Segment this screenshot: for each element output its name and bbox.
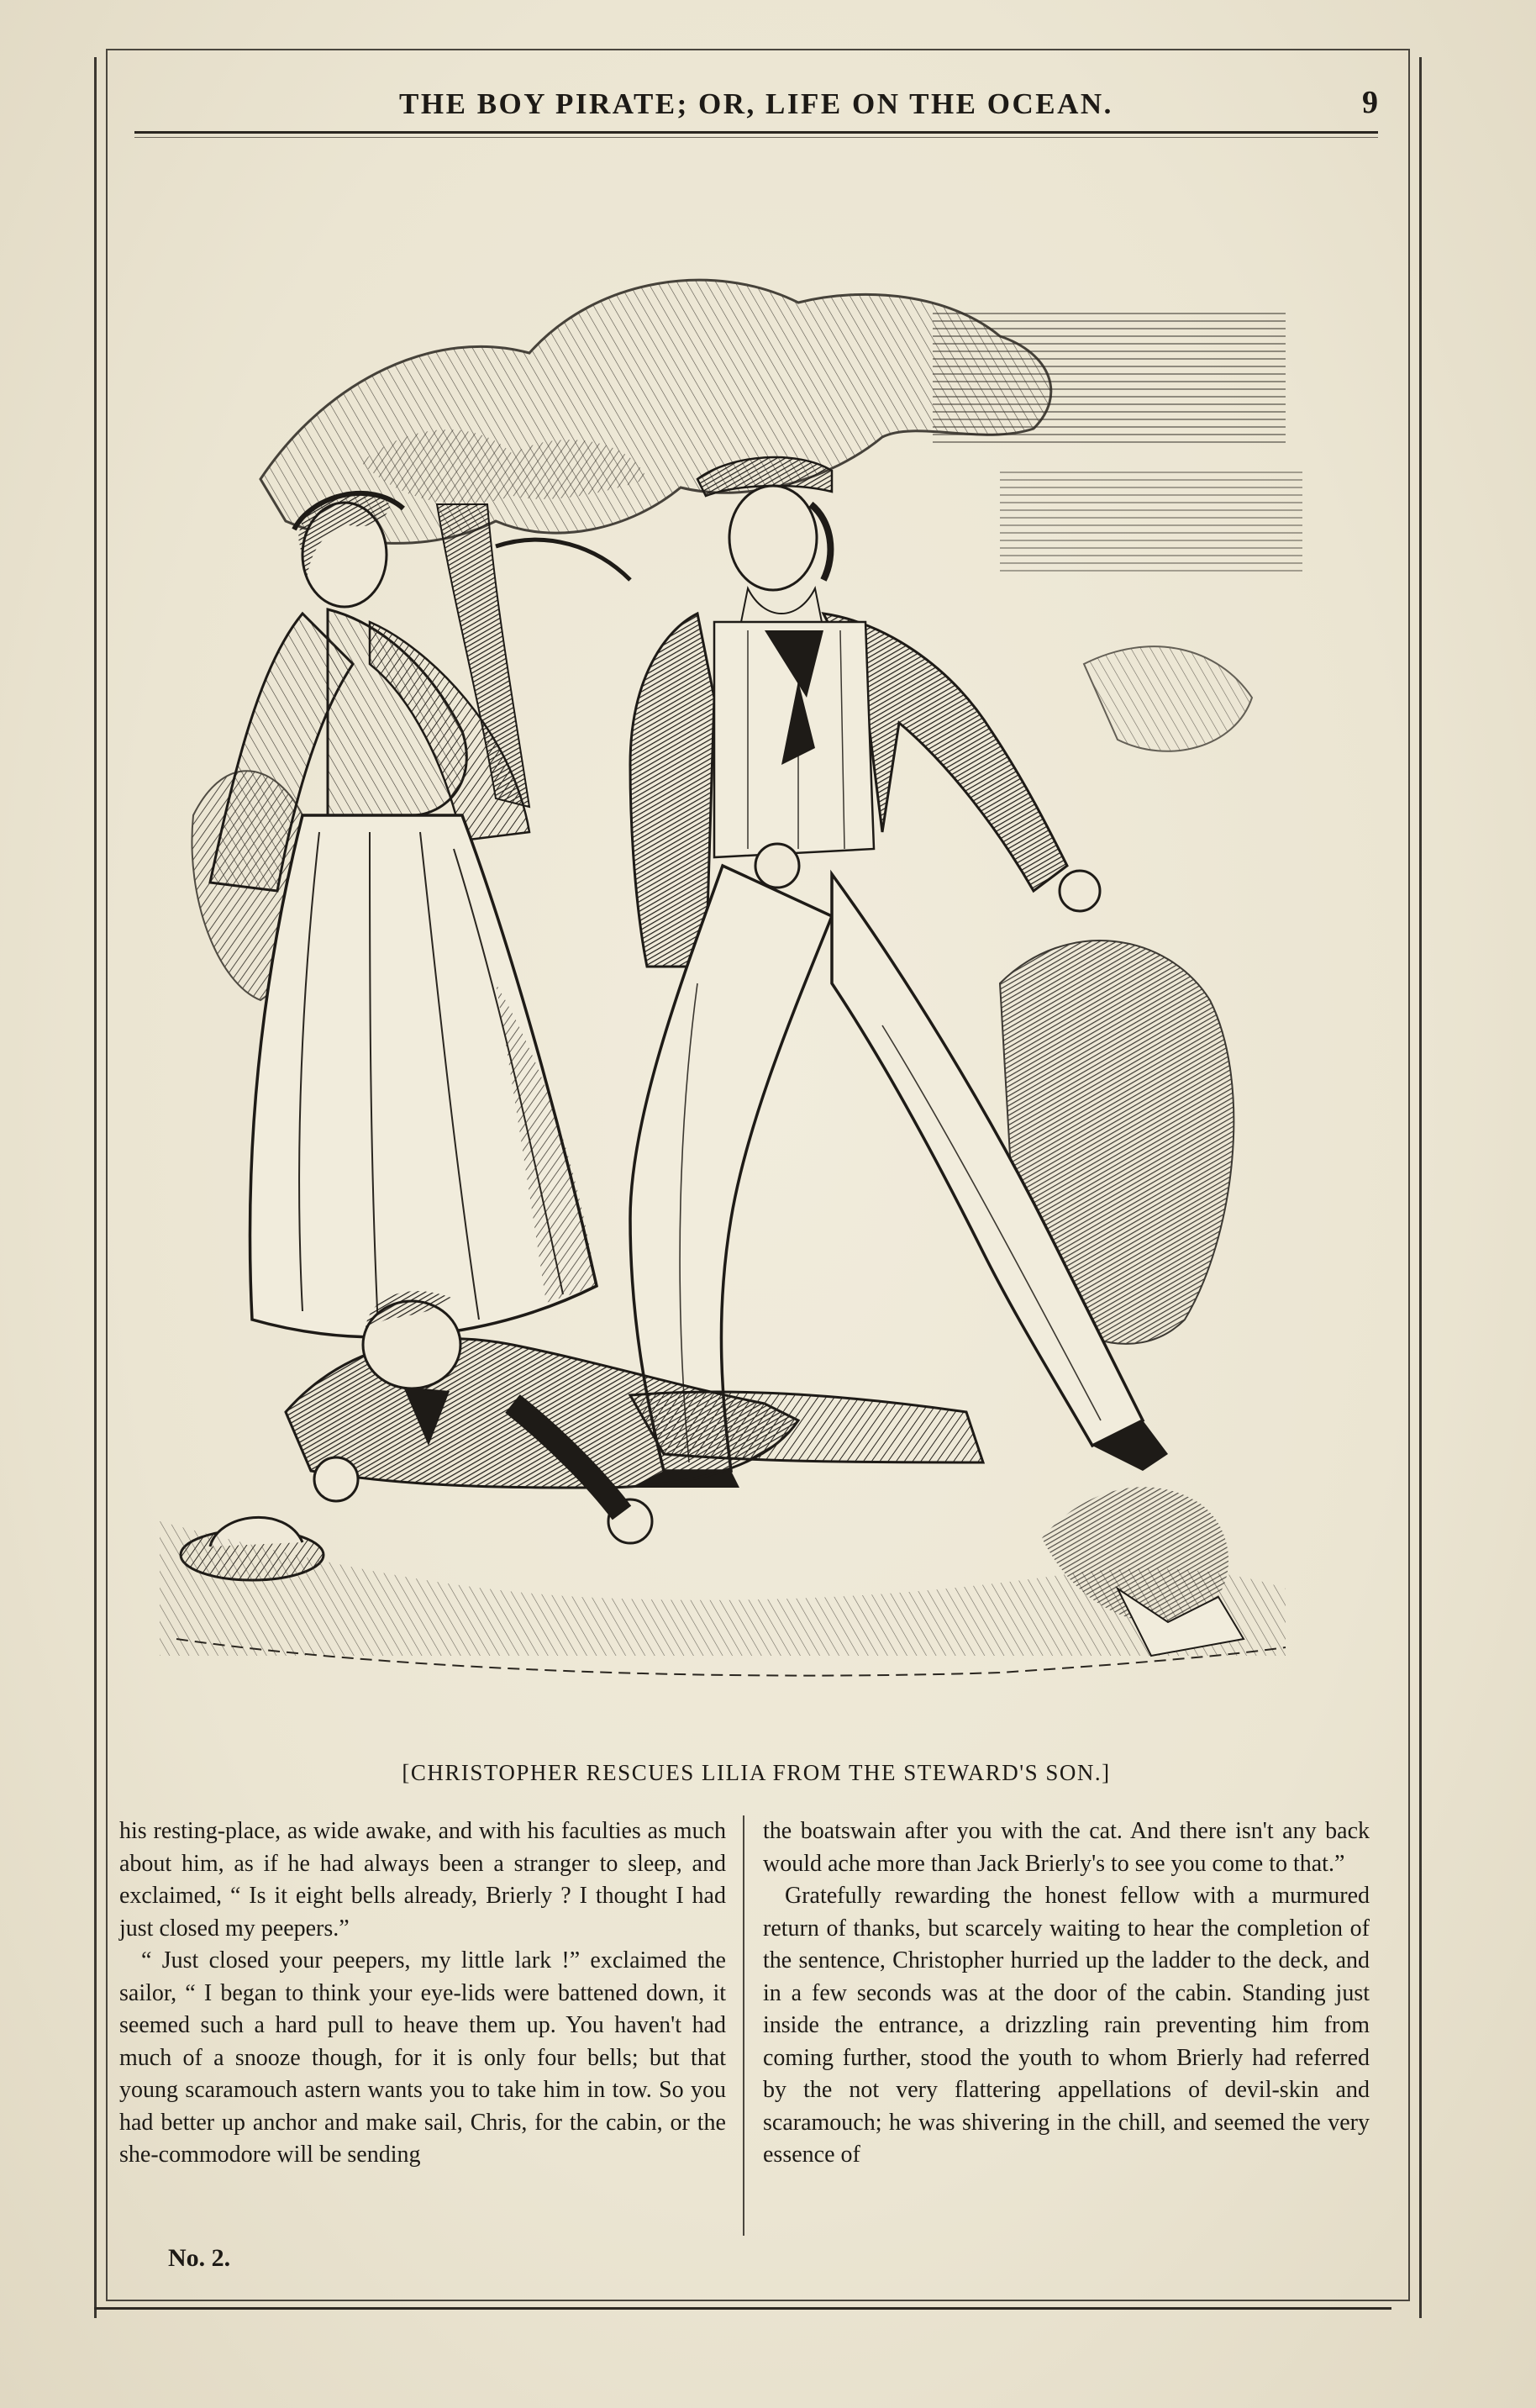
left-column-paragraph-2: “ Just closed your peepers, my little lark !” exclaimed the sailor, “ I began to think your eye-lids were battened down, it seemed such a hard pull to heave them up. You haven't had much of a snooze though, for it is only four bells; but that young scaramouch astern wants you to take him in tow. So you had better up anchor and make sail, Chris, for the cabin, or the she-commodore will be sending: [119, 1947, 726, 2168]
bottom-rule: [94, 2307, 1391, 2311]
column-divider: [743, 1815, 744, 2236]
page-number: 9: [1362, 85, 1378, 120]
running-head: [134, 81, 1378, 131]
illustration-caption: [CHRISTOPHER RESCUES LILIA FROM THE STEWARD'S SON.]: [402, 1760, 1111, 1785]
left-column: [119, 1815, 726, 2172]
left-column-paragraph-1: his resting-place, as wide awake, and with his faculties as much about him, as if he had always been a stranger to sleep, and exclaimed, “ Is it eight bells already, Brierly ? I thought I had just closed my peepers.”: [119, 1818, 726, 1942]
running-title: THE BOY PIRATE; OR, LIFE ON THE OCEAN.: [399, 87, 1113, 120]
issue-number: No. 2.: [168, 2244, 231, 2272]
right-column-paragraph-2: Gratefully rewarding the honest fellow with a murmured return of thanks, but scarcely waiting to hear the completion of the sentence, Christopher hurried up the ladder to the deck, and in a few seconds was at the door of the cabin. Standing just inside the entrance, a drizzling rain preventing him from coming further, stood the youth to whom Brierly had referred by the not very flattering appellations of devil-skin and scaramouch; he was shivering in the chill, and seemed the very essence of: [763, 1883, 1370, 2168]
engraving-illustration-icon: [160, 227, 1336, 1723]
header-rule: [134, 131, 1378, 138]
right-column-paragraph-1: the boatswain after you with the cat. And there isn't any back would ache more than Jack Brierly's to see you come to that.”: [763, 1818, 1370, 1877]
right-column: [763, 1815, 1370, 2172]
